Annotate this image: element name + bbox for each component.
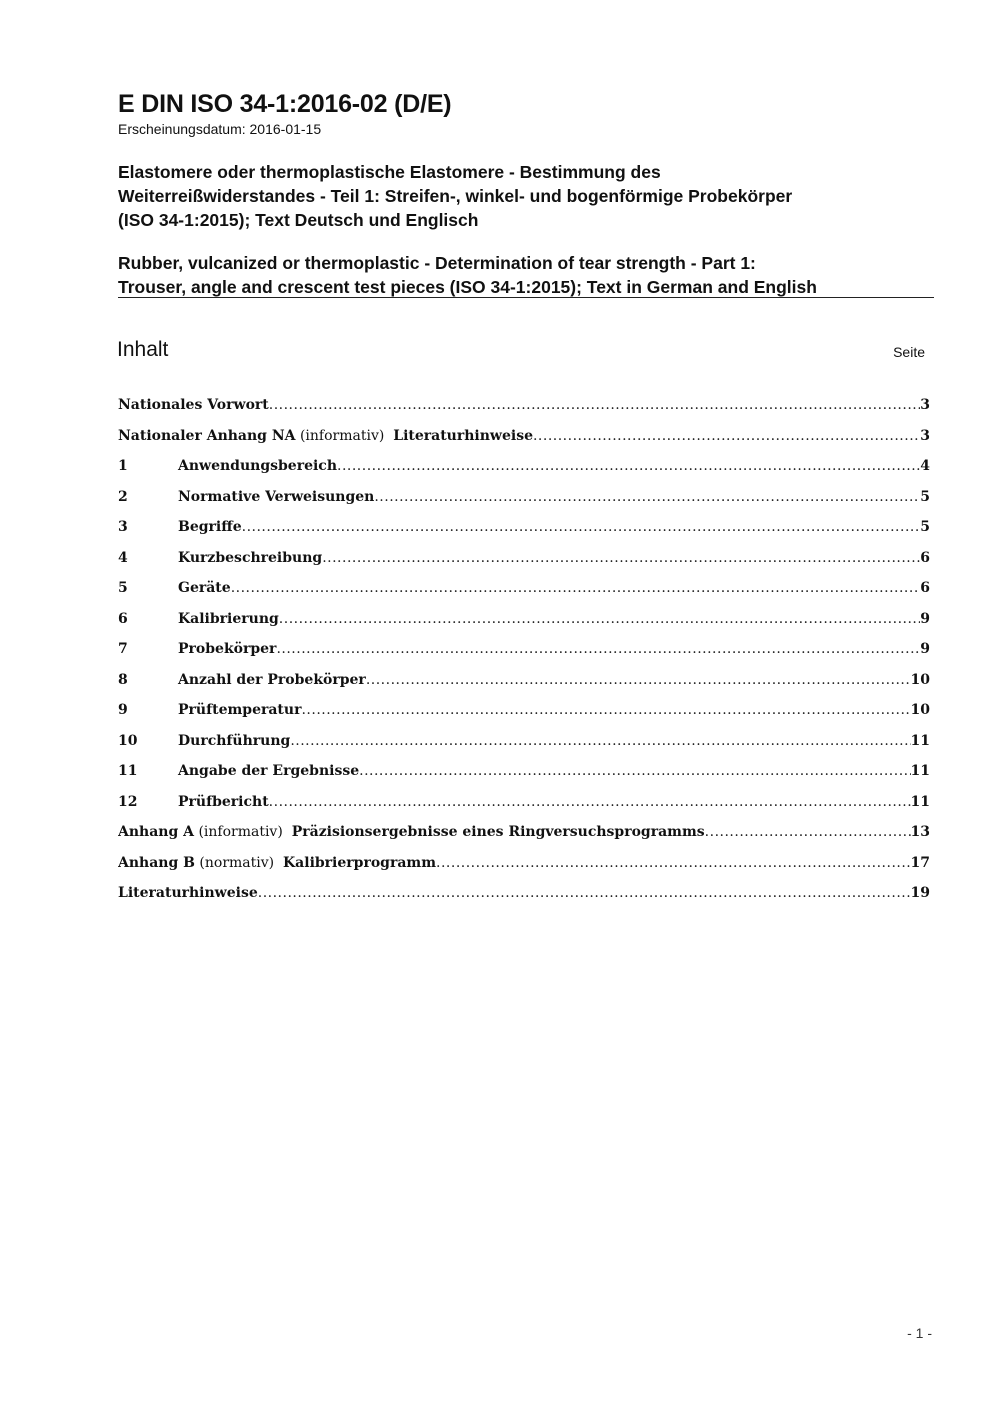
toc-entry[interactable] [118, 851, 930, 882]
toc-entry-page: 13 [910, 824, 930, 840]
toc-entry-annex-type: (normativ) [194, 854, 284, 871]
toc-entry-annex-type: (informativ) [194, 824, 292, 840]
toc-entry-number: 8 [118, 671, 128, 688]
toc-entry-title-text: Probekörper [178, 641, 277, 657]
toc-entry[interactable] [118, 393, 930, 424]
toc-entry-page: 9 [920, 641, 930, 657]
toc-entry-title [178, 607, 279, 631]
toc-entry-page: 3 [920, 397, 930, 413]
toc-dot-leader [705, 820, 911, 844]
toc-dot-leader [366, 668, 911, 692]
title-german-line: Elastomere oder thermoplastische Elastomere - Bestimmung des [118, 162, 661, 182]
toc-entry-title [178, 790, 269, 814]
title-german-line: (ISO 34-1:2015); Text Deutsch und Englisch [118, 210, 479, 230]
toc-entry-title-text: Angabe der Ergebnisse [178, 763, 360, 779]
toc-entry-page: 6 [920, 549, 930, 566]
page-number: - 1 - [907, 1325, 932, 1341]
toc-entry[interactable] [118, 576, 930, 607]
toc-entry-title [178, 515, 242, 539]
toc-entry-number: 12 [118, 793, 138, 810]
toc-entry-title-text: Durchführung [178, 732, 291, 749]
toc-entry-number: 1 [118, 458, 128, 474]
toc-entry[interactable] [118, 454, 930, 485]
toc-entry-title [118, 424, 533, 448]
toc-entry-page: 3 [920, 427, 930, 444]
toc-entry-number: 3 [118, 519, 128, 535]
toc-entry[interactable] [118, 729, 930, 760]
toc-dot-leader [359, 759, 910, 783]
toc-entry-page: 4 [920, 458, 930, 474]
toc-entry-title-text: Literaturhinweise [118, 885, 258, 901]
toc-entry-page: 19 [910, 885, 930, 901]
toc-entry-number: 11 [118, 763, 138, 779]
title-english [118, 251, 938, 299]
title-divider [118, 297, 934, 298]
toc-dot-leader [258, 881, 911, 905]
toc-dot-leader [322, 546, 920, 570]
toc-dot-leader [374, 485, 920, 509]
toc-entry-number: 10 [118, 732, 138, 749]
document-id: E DIN ISO 34-1:2016-02 (D/E) [118, 90, 452, 118]
toc-entry-title [178, 637, 276, 661]
toc-heading: Inhalt [117, 338, 169, 361]
toc-entry-page: 6 [920, 580, 930, 596]
toc-entry-title-text: Prüftemperatur [178, 702, 302, 718]
toc-dot-leader [242, 515, 921, 539]
toc-entry-subtitle: Präzisionsergebnisse eines Ringversuchsprogramms [291, 824, 705, 840]
toc-entry[interactable] [118, 759, 930, 790]
toc-entry-number: 7 [118, 641, 128, 657]
toc-entry-title [178, 546, 322, 570]
toc-dot-leader [337, 454, 920, 478]
toc-entry-page: 11 [910, 732, 930, 749]
toc-dot-leader [269, 393, 921, 417]
toc-dot-leader [231, 576, 921, 600]
title-german-line: Weiterreißwiderstandes - Teil 1: Streifen-, winkel- und bogenförmige Probekörper [118, 186, 793, 206]
toc-entry-title [118, 881, 258, 905]
toc-dot-leader [279, 607, 920, 631]
toc-entry[interactable] [118, 515, 930, 546]
toc-entry-number: 2 [118, 488, 128, 505]
toc-entry-page: 11 [910, 793, 930, 810]
toc-entry[interactable] [118, 881, 930, 912]
toc-entry-title-text: Anzahl der Probekörper [178, 671, 366, 688]
toc-entry-page: 10 [910, 702, 930, 718]
toc-entry-title [178, 454, 337, 478]
toc-entry-title [178, 485, 374, 509]
toc-entry-title-text: Geräte [178, 580, 231, 596]
title-english-line: Rubber, vulcanized or thermoplastic - Determination of tear strength - Part 1: [118, 253, 756, 273]
toc-entry-number: 9 [118, 702, 128, 718]
toc-entry-title-text: Begriffe [178, 519, 242, 535]
toc-entry-page: 5 [920, 519, 930, 535]
toc-entry-page: 9 [920, 610, 930, 627]
toc-dot-leader [533, 424, 920, 448]
publication-date: Erscheinungsdatum: 2016-01-15 [118, 121, 322, 137]
toc-entry-title [118, 393, 269, 417]
toc-entry[interactable] [118, 637, 930, 668]
toc-entry-page: 17 [910, 854, 930, 871]
toc-entry[interactable] [118, 790, 930, 821]
toc-dot-leader [269, 790, 911, 814]
toc-entry-number: 5 [118, 580, 128, 596]
table-of-contents [118, 393, 930, 912]
toc-entry-title-text: Kurzbeschreibung [178, 549, 323, 566]
toc-entry-page: 11 [910, 763, 930, 779]
toc-entry-title [118, 851, 436, 875]
toc-dot-leader [301, 698, 910, 722]
toc-entry-title-text: Normative Verweisungen [178, 488, 375, 505]
toc-entry-title-text: Nationaler Anhang NA [118, 427, 296, 444]
toc-entry-title-text: Anhang B [118, 854, 195, 871]
toc-entry-title [178, 668, 366, 692]
toc-entry-title [118, 820, 705, 844]
toc-entry-number: 4 [118, 549, 128, 566]
toc-entry-annex-type: (informativ) [295, 427, 394, 444]
toc-page-column-label: Seite [893, 344, 925, 360]
toc-entry-page: 10 [910, 671, 930, 688]
toc-entry-number: 6 [118, 610, 128, 627]
toc-entry-title [178, 759, 359, 783]
toc-entry[interactable] [118, 820, 930, 851]
toc-entry[interactable] [118, 546, 930, 577]
toc-entry-title-text: Anhang A [118, 824, 194, 840]
toc-entry[interactable] [118, 668, 930, 699]
toc-entry-title-text: Nationales Vorwort [118, 397, 269, 413]
toc-entry[interactable] [118, 607, 930, 638]
toc-entry-title-text: Prüfbericht [178, 793, 269, 810]
toc-entry-title-text: Kalibrierung [178, 610, 279, 627]
toc-entry[interactable] [118, 424, 930, 455]
toc-entry-title [178, 729, 290, 753]
toc-entry-subtitle: Literaturhinweise [393, 427, 533, 444]
toc-entry-subtitle: Kalibrierprogramm [283, 854, 437, 871]
toc-entry-title [178, 576, 231, 600]
title-german [118, 160, 938, 232]
title-english-line: Trouser, angle and crescent test pieces (ISO 34-1:2015); Text in German and English [118, 277, 817, 297]
toc-dot-leader [290, 729, 910, 753]
toc-dot-leader [436, 851, 910, 875]
toc-entry-page: 5 [920, 488, 930, 505]
toc-dot-leader [276, 637, 920, 661]
toc-entry-title [178, 698, 301, 722]
toc-entry[interactable] [118, 485, 930, 516]
toc-entry[interactable] [118, 698, 930, 729]
toc-entry-title-text: Anwendungsbereich [178, 458, 337, 474]
